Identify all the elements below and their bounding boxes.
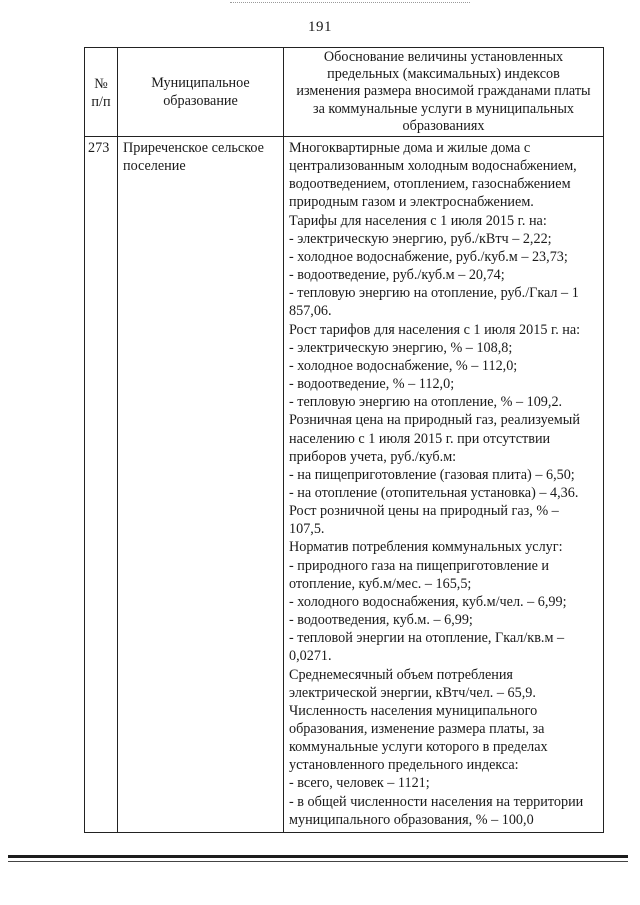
basis-line: - на пищеприготовление (газовая плита) – 6,50; bbox=[289, 466, 575, 483]
basis-line: - на отопление (отопительная установка) – 4,36. bbox=[289, 484, 579, 501]
basis-line: - холодного водоснабжения, куб.м/чел. – 6,99; bbox=[289, 593, 567, 610]
basis-line: - холодное водоснабжение, % – 112,0; bbox=[289, 357, 518, 374]
header-municipality bbox=[118, 48, 284, 137]
table-header-row bbox=[85, 48, 604, 137]
municipality-line: Приреченское сельское bbox=[123, 140, 264, 156]
scan-header-marks bbox=[230, 2, 470, 6]
header-basis-line: изменения размера вносимой гражданами платы bbox=[296, 83, 591, 100]
basis-line: коммунальные услуги которого в пределах bbox=[289, 739, 548, 756]
header-number-line2: п/п bbox=[91, 94, 111, 110]
municipality-line: поселение bbox=[123, 158, 186, 175]
header-number-line1: № bbox=[94, 75, 108, 92]
header-municipality-line1: Муниципальное bbox=[151, 74, 250, 91]
basis-line: Тарифы для населения с 1 июля 2015 г. на: bbox=[289, 212, 547, 229]
basis-line: отопление, куб.м/мес. – 165,5; bbox=[289, 575, 472, 592]
basis-line: - холодное водоснабжение, руб./куб.м – 23,73; bbox=[289, 248, 568, 265]
table-row bbox=[85, 137, 604, 833]
basis-line: образования, изменение размера платы, за bbox=[289, 721, 545, 737]
header-municipality-line2: образование bbox=[163, 93, 238, 109]
header-basis-line: образованиях bbox=[402, 117, 485, 134]
header-basis-line: предельных (максимальных) индексов bbox=[327, 66, 560, 83]
basis-line: Рост тарифов для населения с 1 июля 2015 г. на: bbox=[289, 321, 581, 338]
basis-line: - тепловую энергию на отопление, руб./Гкал – 1 bbox=[289, 285, 579, 302]
basis-line: установленного предельного индекса: bbox=[289, 757, 519, 774]
basis-line: - электрическую энергию, % – 108,8; bbox=[289, 339, 513, 356]
basis-line: 107,5. bbox=[289, 521, 325, 538]
basis-line: - водоотведение, % – 112,0; bbox=[289, 376, 455, 393]
basis-line: водоотведением, отоплением, газоснабжением bbox=[289, 176, 571, 193]
basis-line: Многоквартирные дома и жилые дома с bbox=[289, 140, 531, 156]
header-basis bbox=[284, 48, 604, 137]
basis-line: - тепловую энергию на отопление, % – 109,2. bbox=[289, 394, 563, 411]
basis-line: - всего, человек – 1121; bbox=[289, 775, 430, 792]
page-number: 191 bbox=[308, 19, 332, 35]
basis-line: муниципального образования, % – 100,0 bbox=[289, 811, 534, 828]
header-basis-line: за коммунальные услуги в муниципальных bbox=[312, 100, 575, 117]
basis-line: Норматив потребления коммунальных услуг: bbox=[289, 539, 563, 556]
basis-line: - в общей численности населения на территории bbox=[289, 793, 584, 810]
basis-line: - водоотведение, руб./куб.м – 20,74; bbox=[289, 267, 505, 284]
bottom-rule bbox=[8, 855, 628, 858]
basis-line: централизованным холодным водоснабжением, bbox=[289, 158, 577, 175]
basis-line: электрической энергии, кВтч/чел. – 65,9. bbox=[289, 684, 536, 701]
header-number bbox=[85, 48, 118, 137]
header-basis-line: Обоснование величины установленных bbox=[323, 48, 564, 65]
basis-line: - электрическую энергию, руб./кВтч – 2,22; bbox=[289, 230, 552, 247]
basis-line: приборов учета, руб./куб.м: bbox=[289, 448, 457, 465]
basis-line: Численность населения муниципального bbox=[289, 702, 538, 719]
basis-line: - водоотведения, куб.м. – 6,99; bbox=[289, 612, 473, 629]
basis-line: Розничная цена на природный газ, реализуемый bbox=[289, 412, 580, 429]
municipal-index-table bbox=[84, 47, 604, 833]
basis-line: населению с 1 июля 2015 г. при отсутствии bbox=[289, 430, 551, 447]
row-basis-text bbox=[284, 137, 604, 833]
row-number: 273 bbox=[85, 137, 118, 833]
bottom-rule-secondary bbox=[8, 861, 628, 862]
basis-line: 857,06. bbox=[289, 303, 332, 320]
basis-line: - тепловой энергии на отопление, Гкал/кв.м – bbox=[289, 630, 565, 647]
row-municipality bbox=[118, 137, 284, 833]
basis-line: - природного газа на пищеприготовление и bbox=[289, 557, 550, 574]
basis-line: Рост розничной цены на природный газ, % – bbox=[289, 503, 559, 520]
basis-line: природным газом и электроснабжением. bbox=[289, 194, 534, 211]
basis-line: 0,0271. bbox=[289, 648, 332, 665]
basis-line: Среднемесячный объем потребления bbox=[289, 666, 513, 683]
